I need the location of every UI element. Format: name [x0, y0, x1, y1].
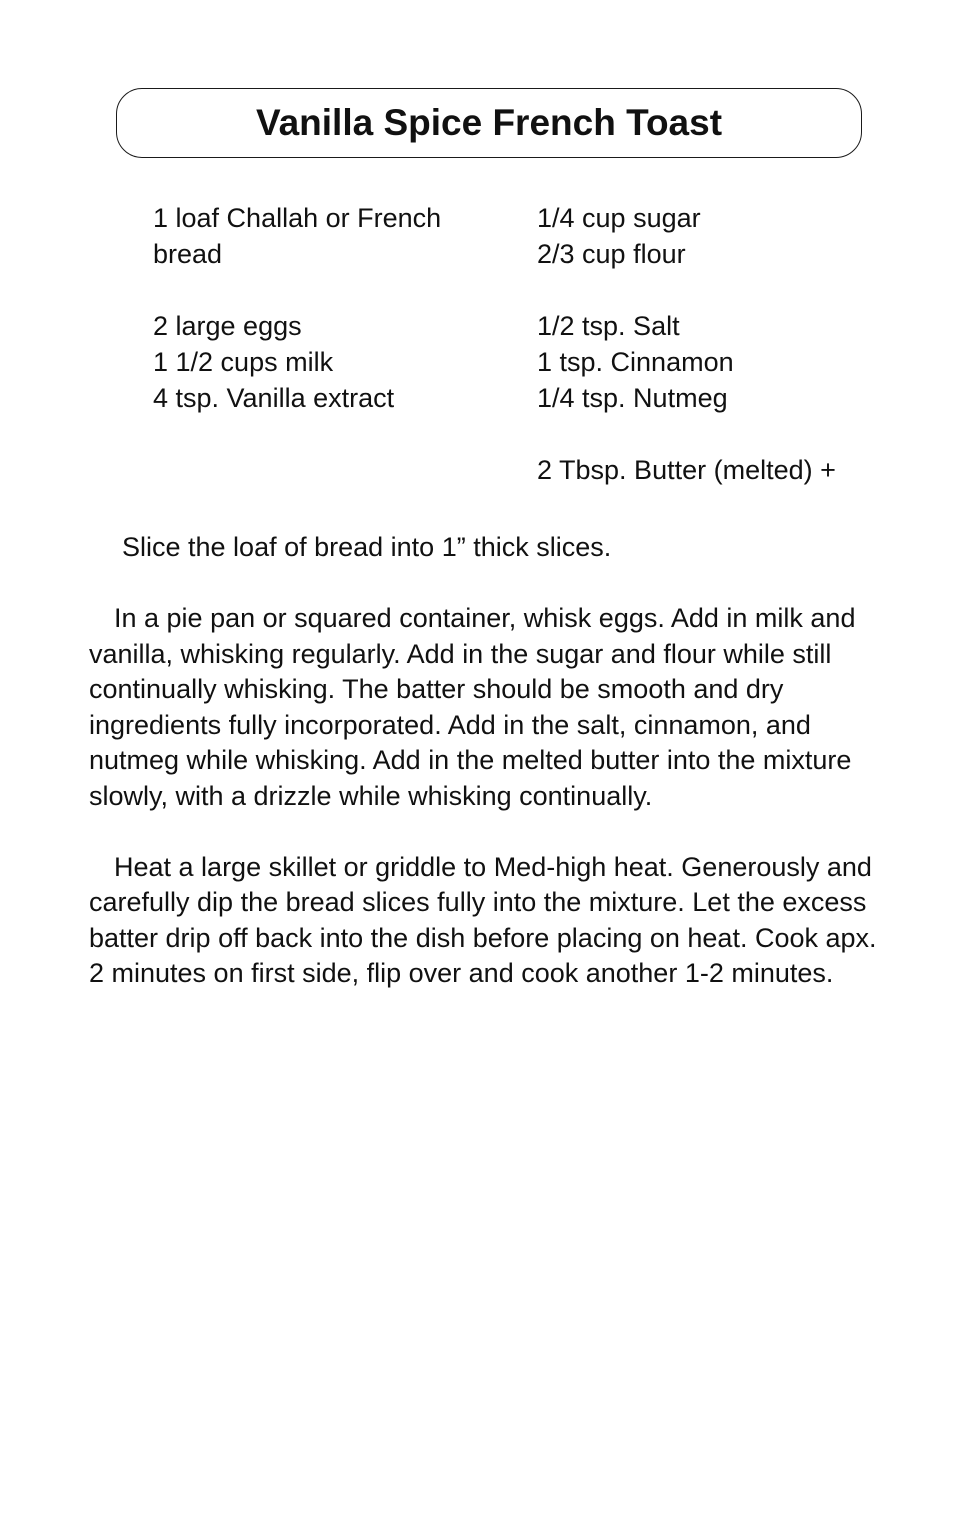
ingredient-item: 1 tsp. Cinnamon	[537, 347, 734, 377]
ingredients-right-column	[537, 200, 917, 488]
ingredient-item: 1 loaf Challah or French bread	[153, 203, 442, 269]
recipe-title: Vanilla Spice French Toast	[255, 102, 723, 143]
ingredients-left-column	[153, 200, 493, 416]
ingredient-item: 1 1/2 cups milk	[153, 347, 334, 377]
ingredient-item: 4 tsp. Vanilla extract	[153, 383, 395, 413]
ingredient-item: 2 Tbsp. Butter (melted) +	[537, 455, 836, 485]
title-box	[116, 88, 862, 158]
ingredient-item: 1/2 tsp. Salt	[537, 311, 680, 341]
ingredient-group-gap	[153, 272, 493, 308]
instruction-step: Slice the loaf of bread into 1” thick slices.	[122, 532, 612, 562]
instructions	[89, 530, 889, 1027]
ingredient-item: 2 large eggs	[153, 311, 302, 341]
ingredient-item: 2/3 cup flour	[537, 239, 686, 269]
ingredient-item: 1/4 cup sugar	[537, 203, 701, 233]
instruction-step: Heat a large skillet or griddle to Med-high heat. Generously and carefully dip the bread slices fully into the mixture. Let the excess batter drip off back into the dish before placing on heat. Cook apx. 2 minutes on first side, flip over and cook another 1-2 minutes.	[89, 851, 877, 988]
ingredient-group-gap	[537, 272, 917, 308]
ingredient-item: 1/4 tsp. Nutmeg	[537, 383, 728, 413]
ingredient-group-gap	[537, 416, 917, 452]
instruction-step: In a pie pan or squared container, whisk eggs. Add in milk and vanilla, whisking regularly. Add in the sugar and flour while still continually whisking. The batter should be smooth and dry ingredients fully incorporated. Add in the salt, cinnamon, and nutmeg while whisking. Add in the melted butter into the mixture slowly, with a drizzle while whisking continually.	[89, 603, 856, 811]
